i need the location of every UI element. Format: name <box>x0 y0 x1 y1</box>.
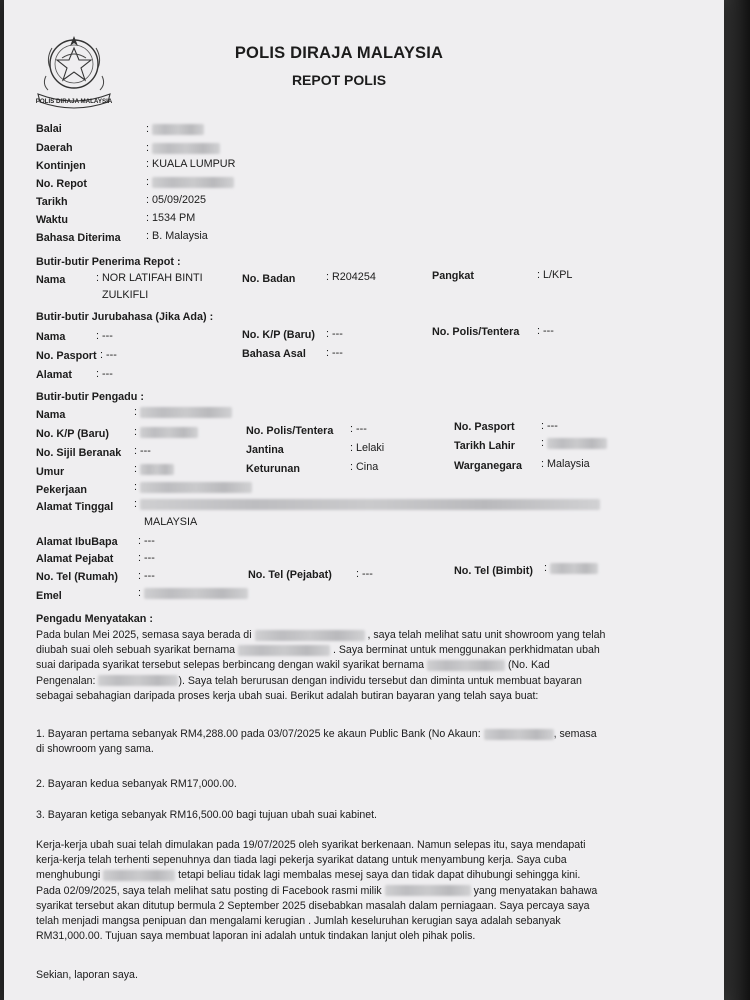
p2-line-3: menghubungi tetapi beliau tidak lagi membalas mesej saya dan tidak dapat dihubungi sehingga kini. <box>36 869 581 882</box>
pdrm-crest-logo <box>32 28 116 110</box>
penerima-nama-label: Nama <box>36 274 66 286</box>
jurubahasa-asal-label: Bahasa Asal <box>242 348 306 360</box>
p1-line-1: Pada bulan Mei 2025, semasa saya berada di , saya telah melihat satu unit showroom yang telah <box>36 629 606 641</box>
penerima-section-title: Butir-butir Penerima Repot : <box>36 256 181 268</box>
payment-2: 2. Bayaran kedua sebanyak RM17,000.00. <box>36 778 237 790</box>
report-subtitle: REPOT POLIS <box>291 72 387 88</box>
pengadu-pasport-value: : --- <box>541 420 558 432</box>
pengadu-lahir-label: Tarikh Lahir <box>454 440 515 452</box>
pengadu-alamat-value: : <box>134 498 600 510</box>
redacted-kad-pengenalan <box>98 675 178 686</box>
pengadu-sijil-label: No. Sijil Beranak <box>36 447 122 459</box>
statement-heading: Pengadu Menyatakan : <box>36 613 153 625</box>
jurubahasa-nama-label: Nama <box>36 331 66 343</box>
police-report-page <box>4 0 724 1000</box>
jurubahasa-asal-value: : --- <box>326 347 343 359</box>
pengadu-alamat-label: Alamat Tinggal <box>36 501 114 513</box>
bahasa-label: Bahasa Diterima <box>36 232 121 244</box>
statement-paragraph-2: Kerja-kerja ubah suai telah dimulakan pada 19/07/2025 oleh syarikat berkenaan. Namun selepas itu, saya mendapati kerja-kerja telah terhenti sepenuhnya dan tiada lagi pekerja syarikat datang untuk menyambung kerja. Saya cuba menghubungi tetapi beliau tidak lagi membalas mesej saya dan tidak dapat dihubungi sehingga kini. Pada 02/09/2025, saya telah melihat satu posting di Facebook rasmi milik yang menyatakan bahawa syarikat tersebut akan ditutup bermula 2 September 2025 disebabkan masalah dalam perniagaan. Saya percaya saya telah menjadi mangsa penipuan dan mengalami kerugian . Jumlah keseluruhan kerugian saya adalah sebanyak RM31,000.00. Tujuan saya membuat laporan ini adalah untuk tindakan lanjut oleh pihak polis. <box>36 838 636 944</box>
pengadu-telrumah-label: No. Tel (Rumah) <box>36 571 118 583</box>
svg-text:POLIS DIRAJA MALAYSIA: POLIS DIRAJA MALAYSIA <box>35 98 113 105</box>
redacted-no-akaun <box>484 729 554 740</box>
daerah-label: Daerah <box>36 142 73 154</box>
p1-line-3: suai daripada syarikat tersebut selepas berbincang dengan wakil syarikat bernama (No. Kad <box>36 659 550 672</box>
pengadu-sijil-value: : --- <box>134 445 151 457</box>
statement-paragraph-1 <box>36 628 636 704</box>
pengadu-section-title: Butir-butir Pengadu : <box>36 391 144 403</box>
pengadu-telpejabat-value: : --- <box>356 568 373 580</box>
jurubahasa-pasport-value: : --- <box>100 349 117 361</box>
tarikh-label: Tarikh <box>36 196 68 208</box>
p1-line-2: diubah suai oleh sebuah syarikat bernama . Saya berminat untuk menggunakan perkhidmatan ubah <box>36 644 600 657</box>
pengadu-lahir-value: : <box>541 437 607 449</box>
waktu-value: : 1534 PM <box>146 212 196 224</box>
redacted-nama-wakil <box>103 870 175 881</box>
pengadu-telbimbit-label: No. Tel (Bimbit) <box>454 565 533 577</box>
jurubahasa-pasport-label: No. Pasport <box>36 350 97 362</box>
redacted-emel <box>144 588 248 599</box>
jurubahasa-nama-value: : --- <box>96 330 113 342</box>
payment-3: 3. Bayaran ketiga sebanyak RM16,500.00 bagi tujuan ubah suai kabinet. <box>36 809 378 821</box>
daerah-value: : <box>146 142 220 154</box>
pengadu-warga-label: Warganegara <box>454 460 523 472</box>
jurubahasa-polis-label: No. Polis/Tentera <box>432 326 520 338</box>
redacted-balai <box>152 124 204 135</box>
waktu-label: Waktu <box>36 214 68 226</box>
redacted-no-repot <box>152 177 234 188</box>
report-title: POLIS DIRAJA MALAYSIA <box>234 44 444 62</box>
closing-line: Sekian, laporan saya. <box>36 969 138 981</box>
pengadu-warga-value: : Malaysia <box>541 458 590 470</box>
jurubahasa-kp-value: : --- <box>326 328 343 340</box>
pengadu-pekerjaan-label: Pekerjaan <box>36 484 88 496</box>
penerima-badan-value: : R204254 <box>326 271 376 283</box>
pengadu-alamat-value-2: MALAYSIA <box>144 516 198 528</box>
redacted-lokasi <box>255 630 365 641</box>
pengadu-pekerjaan-value: : <box>134 481 252 493</box>
pengadu-umur-value: : <box>134 463 174 475</box>
pengadu-telbimbit-value: : <box>544 562 598 574</box>
pengadu-emel-value: : <box>138 587 248 599</box>
no-repot-value: : <box>146 176 234 188</box>
pengadu-ibubapa-value: : --- <box>138 535 155 547</box>
bahasa-value: : B. Malaysia <box>146 230 208 242</box>
penerima-nama-value: : NOR LATIFAH BINTI <box>96 272 203 284</box>
p1-line-4: Pengenalan: ). Saya telah berurusan dengan individu tersebut dan diminta untuk membuat bayaran <box>36 674 582 687</box>
penerima-nama-value-2: ZULKIFLI <box>102 289 149 301</box>
no-repot-label: No. Repot <box>36 178 87 190</box>
jurubahasa-alamat-label: Alamat <box>36 369 73 381</box>
redacted-tarikh-lahir <box>547 438 607 449</box>
redacted-syarikat <box>238 645 330 656</box>
pengadu-polis-label: No. Polis/Tentera <box>246 425 334 437</box>
redacted-nama <box>140 407 232 418</box>
balai-label: Balai <box>36 123 62 135</box>
jurubahasa-polis-value: : --- <box>537 325 554 337</box>
pengadu-ibubapa-label: Alamat IbuBapa <box>36 536 118 548</box>
pengadu-umur-label: Umur <box>36 466 65 478</box>
pengadu-jantina-value: : Lelaki <box>350 442 385 454</box>
penerima-badan-label: No. Badan <box>242 273 296 285</box>
pengadu-telrumah-value: : --- <box>138 570 155 582</box>
tarikh-value: : 05/09/2025 <box>146 194 207 206</box>
pengadu-keturunan-label: Keturunan <box>246 463 300 475</box>
pengadu-pejabat-value: : --- <box>138 552 155 564</box>
redacted-wakil <box>427 660 505 671</box>
jurubahasa-section-title: Butir-butir Jurubahasa (Jika Ada) : <box>36 311 214 323</box>
jurubahasa-kp-label: No. K/P (Baru) <box>242 329 315 341</box>
balai-value: : <box>146 123 204 135</box>
penerima-pangkat-value: : L/KPL <box>537 269 573 281</box>
pengadu-pasport-label: No. Pasport <box>454 421 515 433</box>
redacted-alamat <box>140 499 600 510</box>
payment-1: 1. Bayaran pertama sebanyak RM4,288.00 pada 03/07/2025 ke akaun Public Bank (No Akaun: , semasa di showroom yang sama. <box>36 728 597 756</box>
pengadu-nama-label: Nama <box>36 409 66 421</box>
redacted-tel-bimbit <box>550 563 598 574</box>
pengadu-nama-value: : <box>134 406 232 418</box>
pengadu-jantina-label: Jantina <box>246 444 284 456</box>
pengadu-kp-value: : <box>134 426 198 438</box>
redacted-pekerjaan <box>140 482 252 493</box>
pengadu-pejabat-label: Alamat Pejabat <box>36 553 114 565</box>
redacted-daerah <box>152 143 220 154</box>
redacted-nama-syarikat <box>385 885 471 896</box>
kontinjen-value: : KUALA LUMPUR <box>146 158 236 170</box>
redacted-kp <box>140 427 198 438</box>
background-edge <box>722 0 750 1000</box>
pengadu-keturunan-value: : Cina <box>350 461 379 473</box>
p1-line-5: sebagai sebahagian daripada proses kerja ubah suai. Berikut adalah butiran bayaran yang telah saya buat: <box>36 689 539 702</box>
penerima-pangkat-label: Pangkat <box>432 270 475 282</box>
pengadu-telpejabat-label: No. Tel (Pejabat) <box>248 569 332 581</box>
redacted-umur <box>140 464 174 475</box>
jurubahasa-alamat-value: : --- <box>96 368 113 380</box>
pengadu-polis-value: : --- <box>350 423 367 435</box>
kontinjen-label: Kontinjen <box>36 160 86 172</box>
pengadu-emel-label: Emel <box>36 590 62 602</box>
pengadu-kp-label: No. K/P (Baru) <box>36 428 109 440</box>
p2-line-4: Pada 02/09/2025, saya telah melihat satu posting di Facebook rasmi milik yang menyatakan bahawa <box>36 884 598 897</box>
